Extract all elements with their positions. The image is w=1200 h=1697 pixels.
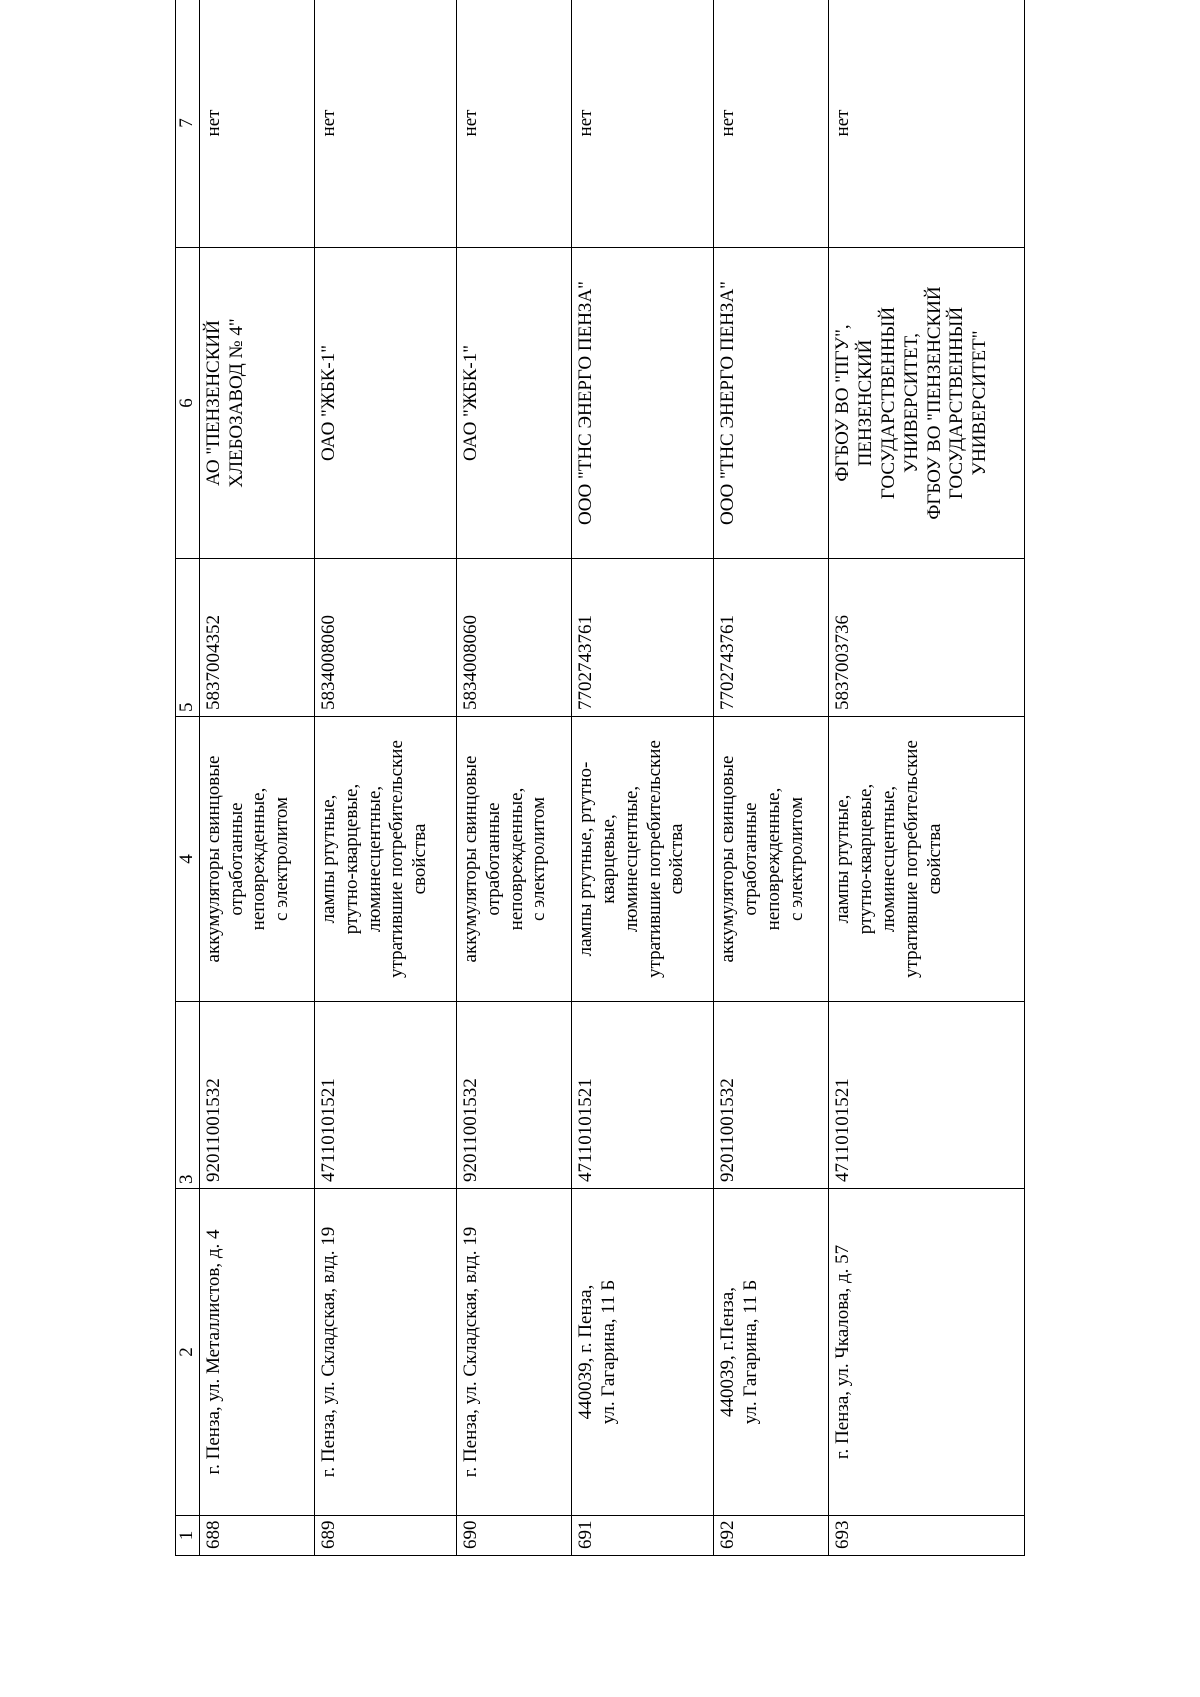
organization-cell: ОАО "ЖБК-1" <box>315 248 457 559</box>
col7-cell: нет <box>457 0 572 248</box>
rotated-table-container <box>175 40 1025 1556</box>
organization-cell: АО "ПЕНЗЕНСКИЙ ХЛЕБОЗАВОД № 4" <box>199 248 314 559</box>
waste-name-cell: аккумуляторы свинцовые отработанные неповрежденные, с электролитом <box>199 717 314 1002</box>
col7-cell: нет <box>714 0 829 248</box>
inn-cell: 7702743761 <box>572 559 714 717</box>
waste-name-cell: лампы ртутные, ртутно-кварцевые, люминесцентные, утратившие потребительские свойства <box>315 717 457 1002</box>
waste-code-cell: 92011001532 <box>457 1002 572 1189</box>
col7-cell: нет <box>315 0 457 248</box>
row-number: 688 <box>199 1516 314 1556</box>
address-cell: г. Пенза, ул. Чкалова, д. 57 <box>829 1189 1025 1516</box>
header-row <box>176 0 200 1556</box>
col7-cell: нет <box>572 0 714 248</box>
row-number: 692 <box>714 1516 829 1556</box>
waste-code-cell: 47110101521 <box>572 1002 714 1189</box>
row-number: 689 <box>315 1516 457 1556</box>
inn-cell: 7702743761 <box>714 559 829 717</box>
header-col-2: 2 <box>176 1189 200 1516</box>
col7-cell: нет <box>199 0 314 248</box>
row-number: 691 <box>572 1516 714 1556</box>
address-cell: г. Пенза, ул. Металлистов, д. 4 <box>199 1189 314 1516</box>
inn-cell: 5837003736 <box>829 559 1025 717</box>
organization-cell: ФГБОУ ВО "ПГУ", ПЕНЗЕНСКИЙ ГОСУДАРСТВЕННЫЙ УНИВЕРСИТЕТ, ФГБОУ ВО "ПЕНЗЕНСКИЙ ГОСУДАРСТВЕННЫЙ УНИВЕРСИТЕТ" <box>829 248 1025 559</box>
organization-cell: ОАО "ЖБК-1" <box>457 248 572 559</box>
waste-name-cell: лампы ртутные, ртутно- кварцевые, люминесцентные, утратившие потребительские свойства <box>572 717 714 1002</box>
row-number: 693 <box>829 1516 1025 1556</box>
table-row <box>714 0 829 1556</box>
inn-cell: 5837004352 <box>199 559 314 717</box>
waste-code-cell: 47110101521 <box>829 1002 1025 1189</box>
inn-cell: 5834008060 <box>457 559 572 717</box>
organization-cell: ООО "ТНС ЭНЕРГО ПЕНЗА" <box>714 248 829 559</box>
header-col-6: 6 <box>176 248 200 559</box>
inn-cell: 5834008060 <box>315 559 457 717</box>
row-number: 690 <box>457 1516 572 1556</box>
table-row <box>572 0 714 1556</box>
table-row <box>315 0 457 1556</box>
col7-cell: нет <box>829 0 1025 248</box>
table-row <box>199 0 314 1556</box>
waste-name-cell: аккумуляторы свинцовые отработанные неповрежденные, с электролитом <box>714 717 829 1002</box>
header-col-3: 3 <box>176 1002 200 1189</box>
header-col-7: 7 <box>176 0 200 248</box>
address-cell: 440039, г.Пенза, ул. Гагарина, 11 Б <box>714 1189 829 1516</box>
table-header <box>176 0 200 1556</box>
organization-cell: ООО "ТНС ЭНЕРГО ПЕНЗА" <box>572 248 714 559</box>
waste-name-cell: аккумуляторы свинцовые отработанные неповрежденные, с электролитом <box>457 717 572 1002</box>
header-col-4: 4 <box>176 717 200 1002</box>
waste-code-cell: 92011001532 <box>199 1002 314 1189</box>
table-row <box>829 0 1025 1556</box>
table-body <box>199 0 1024 1556</box>
waste-code-cell: 47110101521 <box>315 1002 457 1189</box>
waste-code-cell: 92011001532 <box>714 1002 829 1189</box>
table-row <box>457 0 572 1556</box>
address-cell: г. Пенза, ул. Складская, влд. 19 <box>457 1189 572 1516</box>
waste-name-cell: лампы ртутные, ртутно-кварцевые, люминесцентные, утратившие потребительские свойства <box>829 717 1025 1002</box>
address-cell: 440039, г. Пенза, ул. Гагарина, 11 Б <box>572 1189 714 1516</box>
address-cell: г. Пенза, ул. Складская, влд. 19 <box>315 1189 457 1516</box>
waste-registry-table <box>175 0 1025 1556</box>
header-col-5: 5 <box>176 559 200 717</box>
header-col-1: 1 <box>176 1516 200 1556</box>
